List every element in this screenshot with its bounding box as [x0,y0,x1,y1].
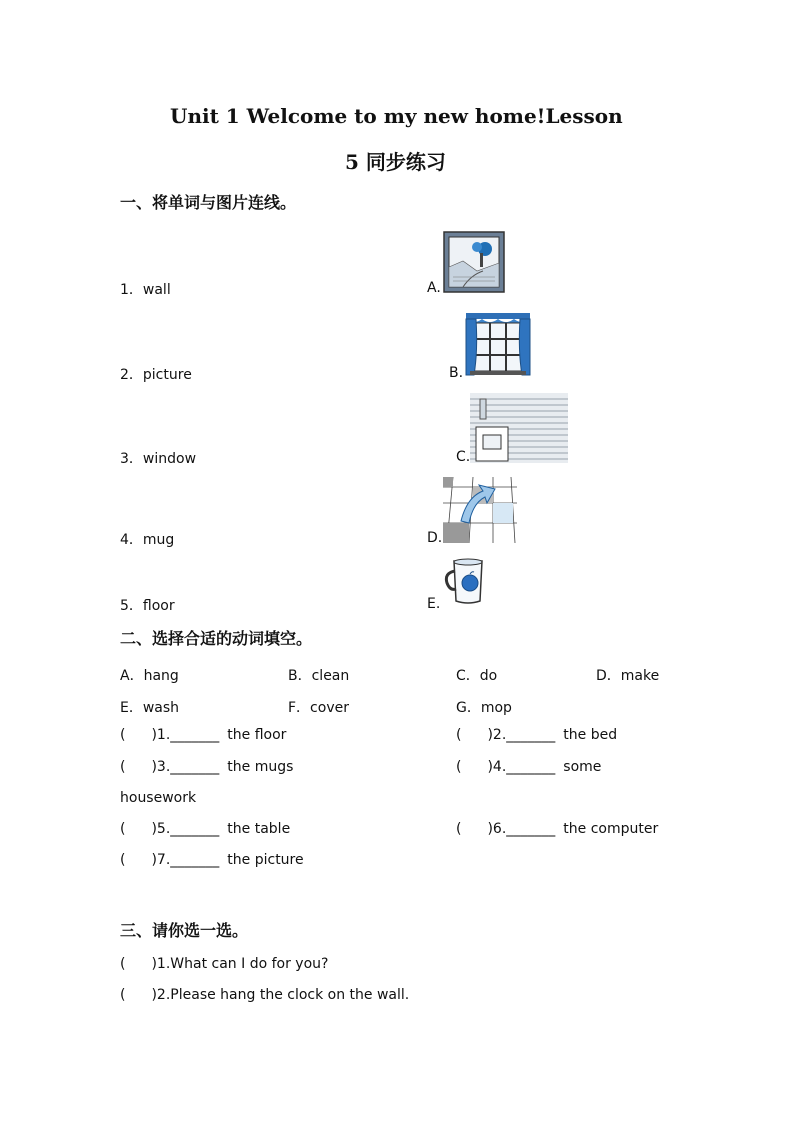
verb-choice: C．do [456,668,498,684]
verb-choice: E．wash [120,700,180,716]
fill-item-3: ( )3._______ the mugs [120,759,294,775]
section2-heading: 二、选择合适的动词填空。 [120,629,313,648]
word-item: 5．floor [120,598,175,614]
word-item: 4．mug [120,532,175,548]
section3-heading: 三、请你选一选。 [120,921,249,940]
fill-item-5: ( )5._______ the table [120,821,291,837]
answer-blank[interactable]: _______ [506,821,556,837]
answer-blank[interactable]: _______ [506,759,556,775]
answer-paren[interactable]: ( [120,759,126,775]
option-label: D. [427,530,443,546]
section1-heading: 一、将单词与图片连线。 [120,193,297,212]
choice-question-2: ( )2.Please hang the clock on the wall. [120,987,410,1003]
option-label: B. [449,365,464,381]
word-item: 2．picture [120,367,192,383]
option-label: C. [456,449,471,465]
fill-item-4: ( )4._______ some [456,759,602,775]
answer-paren[interactable]: ( [120,956,126,972]
answer-blank[interactable]: _______ [506,727,556,743]
page-title-line1: Unit 1 Welcome to my new home!Lesson [170,104,623,128]
answer-paren[interactable]: ( [120,821,126,837]
answer-blank[interactable]: _______ [170,727,220,743]
answer-paren[interactable]: ( [120,727,126,743]
verb-choice: G．mop [456,700,512,716]
fill-item-2: ( )2._______ the bed [456,727,618,743]
answer-paren[interactable]: ( [456,727,462,743]
choice-question-1: ( )1.What can I do for you? [120,956,329,972]
fill-item-6: ( )6._______ the computer [456,821,659,837]
verb-choice: B．clean [288,668,350,684]
fill-item-4-wrap: housework [120,790,197,806]
answer-blank[interactable]: _______ [170,852,220,868]
fill-item-7: ( )7._______ the picture [120,852,304,868]
option-label: E. [427,596,441,612]
word-item: 3．window [120,451,197,467]
answer-paren[interactable]: ( [456,821,462,837]
answer-paren[interactable]: ( [120,852,126,868]
answer-blank[interactable]: _______ [170,759,220,775]
fill-item-1: ( )1._______ the floor [120,727,287,743]
floor-tiles-icon [443,477,517,543]
brick-wall-icon [470,393,568,463]
answer-paren[interactable]: ( [120,987,126,1003]
word-item: 1．wall [120,282,171,298]
verb-choice: D．make [596,668,660,684]
page-title-line2: 5 同步练习 [345,150,446,174]
verb-choice: F．cover [288,700,349,716]
answer-paren[interactable]: ( [456,759,462,775]
answer-blank[interactable]: _______ [170,821,220,837]
mug-icon [444,557,492,607]
window-icon [464,311,532,377]
option-label: A. [427,280,441,296]
picture-frame-icon [443,231,505,293]
verb-choice: A．hang [120,668,179,684]
